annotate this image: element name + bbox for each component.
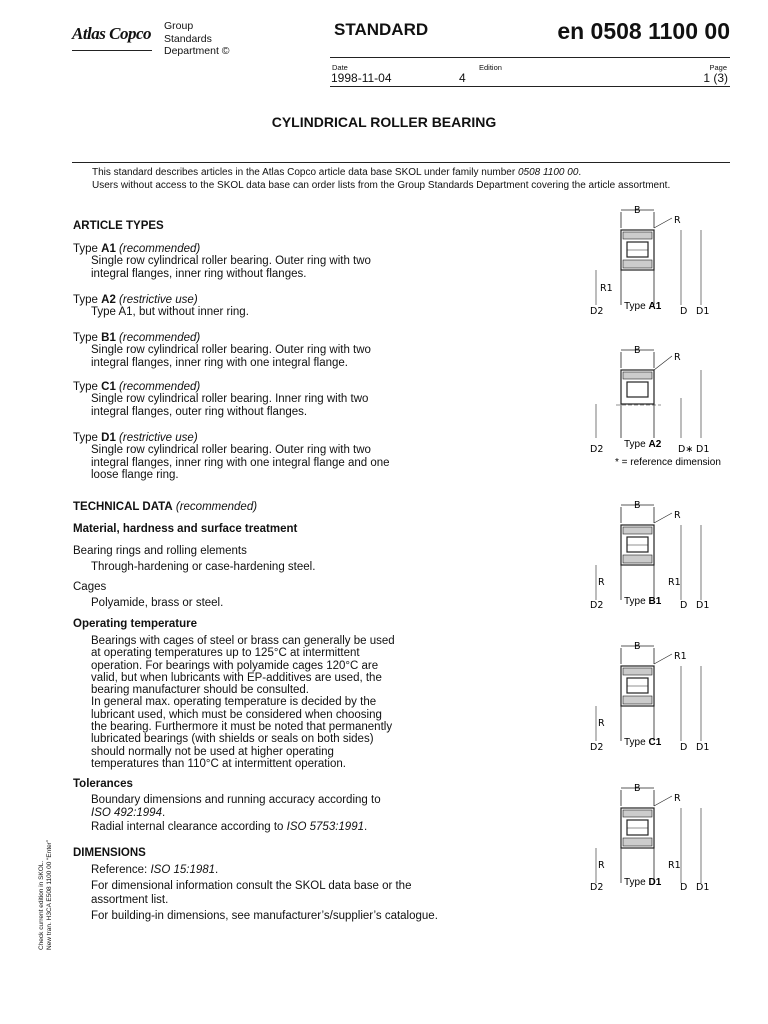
dim-d: D: [680, 306, 688, 317]
dim-r-left: R: [598, 718, 605, 729]
document-number: en 0508 1100 00: [557, 18, 730, 44]
iso-15-ref: ISO 15:1981: [150, 864, 216, 876]
bearing-drawing: [586, 636, 736, 756]
dim-d1: D1: [696, 882, 710, 893]
tolerances-heading: Tolerances: [73, 778, 133, 790]
edition-label: Edition: [479, 63, 502, 72]
dim-d2: D2: [590, 444, 604, 455]
desc-line: integral flanges, inner ring with one integral flange.: [91, 356, 348, 369]
dim-line-4: For building-in dimensions, see manufacturer’s/supplier’s catalogue.: [91, 909, 438, 922]
cages-text: Polyamide, brass or steel.: [91, 597, 224, 610]
dim-d1: D1: [696, 444, 710, 455]
rings-text: Through-hardening or case-hardening steel.: [91, 561, 316, 574]
temp-line: temperatures than 110°C at intermittent operation.: [91, 757, 346, 770]
type-status: (recommended): [119, 332, 201, 344]
sidebar-line-2: New tran. H3CA E508 1100 00 “Enter”: [46, 839, 53, 950]
desc-line: loose flange ring.: [91, 468, 179, 481]
dimensions-heading: DIMENSIONS: [73, 847, 146, 859]
desc-line: integral flanges, outer ring without flanges.: [91, 405, 308, 418]
dim-r: R: [674, 510, 681, 521]
dim-d: D: [680, 742, 688, 753]
desc-line: Single row cylindrical roller bearing. Outer ring with two: [91, 444, 371, 457]
technical-data-heading: [73, 501, 553, 513]
bearing-drawing: [586, 778, 736, 898]
temperature-heading: Operating temperature: [73, 618, 197, 630]
group-standards-department: [164, 20, 230, 58]
dim-r1: R1: [600, 283, 613, 294]
desc-line: integral flanges, inner ring with one integral flange and one: [91, 456, 390, 469]
desc-line: Single row cylindrical roller bearing. Outer ring with two: [91, 255, 371, 268]
title-rule: [72, 162, 730, 163]
reference-note: * = reference dimension: [615, 457, 721, 468]
dim-d1: D1: [696, 600, 710, 611]
page-title: CYLINDRICAL ROLLER BEARING: [271, 114, 497, 130]
cages-section: [73, 581, 553, 610]
rings-label: Bearing rings and rolling elements: [73, 545, 247, 557]
type-c1: [73, 381, 553, 418]
desc-line: integral flanges, inner ring without flanges.: [91, 267, 307, 280]
type-caption: Type A2: [624, 439, 662, 450]
temp-line: bearing manufacturer should be consulted.: [91, 684, 310, 697]
logo-underline: [72, 50, 152, 51]
type-word: Type: [73, 381, 98, 393]
intro-text: [92, 167, 670, 192]
dim-d: D: [680, 600, 688, 611]
type-caption: Type B1: [624, 596, 662, 607]
dim-r: R: [674, 352, 681, 363]
temp-line: at operating temperatures up to 125°C at intermittent: [91, 647, 360, 660]
standard-label: STANDARD: [334, 20, 429, 39]
technical-heading-note: (recommended): [175, 501, 258, 513]
dim-r1-top: R1: [674, 651, 687, 662]
date-label: Date: [332, 63, 348, 72]
dim-b: B: [634, 205, 641, 216]
type-caption: Type D1: [624, 877, 662, 888]
type-code: C1: [101, 381, 116, 393]
type-word: Type: [73, 332, 98, 344]
tol-line-1: Boundary dimensions and running accuracy according to: [91, 794, 381, 806]
type-a2: [73, 294, 553, 319]
type-status: (recommended): [119, 243, 201, 255]
dim-b: B: [634, 783, 641, 794]
bearing-drawing: [586, 200, 736, 320]
dimensions-text: Reference: ISO 15:1981. For dimensional information consult the SKOL data base or the assortment list. For building-in dimensions, see manufacturer’s/supplier’s catalogue.: [73, 864, 553, 922]
dim-d1: D1: [696, 742, 710, 753]
header-rule: [330, 57, 730, 58]
page-value: 1 (3): [703, 71, 728, 85]
sidebar-line-1: Check current edition in SKOL.: [38, 860, 45, 950]
technical-heading-text: TECHNICAL DATA: [73, 501, 173, 513]
temp-line: operation. For bearings with polyamide cages 120°C are: [91, 659, 379, 672]
date-value: 1998-11-04: [331, 71, 392, 85]
type-word: Type: [73, 294, 98, 306]
type-code: D1: [101, 432, 116, 444]
bearing-drawing: [586, 495, 736, 615]
figure-type-b1: [586, 495, 736, 620]
temp-line: should normally not be used at higher operating: [91, 745, 334, 758]
type-code: A1: [101, 243, 116, 255]
desc-line: Single row cylindrical roller bearing. Outer ring with two: [91, 344, 371, 357]
dim-d1: D1: [696, 306, 710, 317]
temp-line: the bearing. Furthermore it must be noted that permanently: [91, 721, 393, 734]
desc-line: Single row cylindrical roller bearing. Inner ring with two: [91, 393, 369, 406]
dim-line-2: For dimensional information consult the SKOL data base or the: [91, 880, 412, 893]
temp-line: In general max. operating temperature is decided by the: [91, 696, 377, 709]
figure-type-a1: [586, 200, 736, 325]
bearing-drawing: [586, 340, 736, 470]
type-word: Type: [73, 243, 98, 255]
article-types-heading: ARTICLE TYPES: [73, 220, 164, 232]
meta-rule: [330, 86, 730, 87]
figure-type-a2: [586, 340, 736, 475]
type-word: Type: [73, 432, 98, 444]
dim-b: B: [634, 641, 641, 652]
type-code: A2: [101, 294, 116, 306]
dim-d2: D2: [590, 882, 604, 893]
dept-line-3: Department ©: [164, 45, 230, 57]
dim-d2: D2: [590, 742, 604, 753]
temperature-text: [73, 635, 553, 770]
temp-line: valid, but when lubricants with EP-additives are used, the: [91, 671, 382, 684]
atlas-copco-logo: Atlas Copco: [72, 24, 152, 43]
dim-d-star: D∗: [678, 444, 694, 455]
dim-r1: R1: [668, 860, 681, 871]
type-status: (restrictive use): [119, 432, 198, 444]
edition-value: 4: [459, 71, 466, 85]
type-caption: Type A1: [624, 301, 662, 312]
intro-line1-prefix: This standard describes articles in the Atlas Copco article data base SKOL under family number: [92, 167, 518, 178]
intro-line1-suffix: .: [578, 167, 582, 178]
dim-r: R: [674, 215, 681, 226]
iso-492-ref: ISO 492:1994: [91, 807, 162, 820]
temp-line: lubricated bearings (with shields or seals on both sides): [91, 733, 374, 746]
material-heading: Material, hardness and surface treatment: [73, 523, 298, 535]
dim-r: R: [674, 793, 681, 804]
family-number: 0508 1100 00: [517, 167, 579, 178]
dept-line-1: Group: [164, 20, 194, 32]
dim-d: D: [680, 882, 688, 893]
dim-r-left: R: [598, 860, 605, 871]
ref-prefix: Reference:: [91, 864, 151, 876]
dim-r1: R1: [668, 577, 681, 588]
rings-section: [73, 545, 553, 574]
dim-b: B: [634, 500, 641, 511]
dim-r-left: R: [598, 577, 605, 588]
type-b1: [73, 332, 553, 369]
intro-line2: Users without access to the SKOL data base can order lists from the Group Standards Department covering the article assortment.: [92, 179, 671, 191]
page-label: Page: [709, 63, 727, 72]
type-status: (recommended): [119, 381, 201, 393]
type-code: B1: [101, 332, 116, 344]
dim-d2: D2: [590, 600, 604, 611]
temp-line: Bearings with cages of steel or brass can generally be used: [91, 635, 395, 647]
temp-line: lubricant used, which must be considered when choosing: [91, 708, 382, 721]
type-a1: [73, 243, 553, 280]
dim-line-3: assortment list.: [91, 893, 169, 906]
desc-line: Type A1, but without inner ring.: [91, 306, 249, 319]
dim-b: B: [634, 345, 641, 356]
figure-type-d1: [586, 778, 736, 903]
type-status: (restrictive use): [119, 294, 198, 306]
tol-line-3: Radial internal clearance according to: [91, 820, 287, 833]
cages-label: Cages: [73, 581, 107, 593]
sidebar-note: [38, 820, 54, 950]
type-d1: [73, 432, 553, 481]
tolerances-text: Boundary dimensions and running accuracy according to ISO 492:1994. Radial internal clearance according to ISO 5753:1991.: [73, 794, 553, 833]
iso-5753-ref: ISO 5753:1991: [286, 820, 364, 833]
dept-line-2: Standards: [164, 32, 212, 45]
dim-d2: D2: [590, 306, 604, 317]
figure-type-c1: [586, 636, 736, 761]
type-caption: Type C1: [624, 737, 662, 748]
